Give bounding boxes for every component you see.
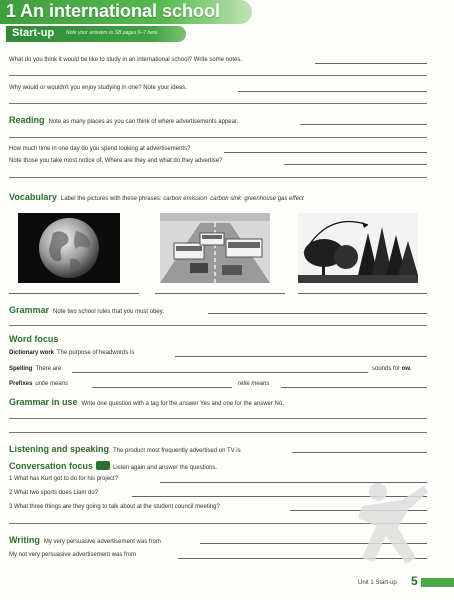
label-line[interactable] [9, 293, 139, 294]
reading-heading [9, 115, 238, 125]
unit-number: 1 [6, 1, 17, 21]
listening-instruction: The product most frequently advertised on TV is [113, 448, 241, 454]
vocabulary-instruction [61, 196, 304, 202]
conversation-question-1: 1 What has Kurt got to do for his project? [9, 476, 119, 482]
phrase-carbon-sink: carbon sink [210, 196, 241, 202]
answer-line[interactable] [9, 177, 427, 178]
dictionary-work-text: The purpose of headwords is [57, 350, 135, 356]
conversation-question-3: 3 What three things are they going to talk about at the student council meeting? [9, 504, 220, 510]
startup-question-1: What do you think it would be like to study in an international school? Write some notes. [9, 57, 243, 63]
vocabulary-heading [9, 192, 304, 202]
reading-question-2: Note those you take most notice of. Where are they and what do they advertise? [9, 158, 223, 164]
answer-line[interactable] [224, 152, 427, 153]
grammar-instruction: Note two school rules that you must obey. [53, 309, 164, 315]
answer-line[interactable] [9, 325, 427, 326]
answer-line[interactable] [208, 313, 427, 314]
answer-line[interactable] [238, 91, 427, 92]
page-number: 5 [411, 574, 418, 588]
prefixes-text-2 [238, 381, 269, 387]
phrase-greenhouse-gas-effect: greenhouse gas effect [244, 196, 304, 202]
spelling-text: There are [35, 366, 62, 372]
traffic-picture [160, 213, 270, 283]
label-line[interactable] [298, 293, 427, 294]
reading-instruction: Note as many places as you can think of where advertisements appear. [48, 119, 239, 125]
conversation-heading [9, 461, 217, 471]
prefixes-text-2-content: retie means [238, 381, 270, 387]
conversation-instruction: Listen again and answer the questions. [113, 465, 218, 471]
writing-question-1: My very persuasive advertisement was from [43, 539, 161, 545]
answer-line[interactable] [72, 372, 368, 373]
grammar-heading [9, 305, 164, 315]
prefixes-row [9, 381, 68, 387]
spelling-end-bold: ow. [401, 366, 412, 372]
writing-heading [9, 535, 161, 545]
answer-line[interactable] [300, 124, 427, 125]
listening-heading-text: Listening and speaking [9, 444, 110, 454]
prefixes-text: untie means [35, 381, 69, 387]
globe-picture [18, 213, 120, 283]
dictionary-work-row [9, 350, 134, 356]
vocabulary-heading-text: Vocabulary [9, 192, 57, 202]
listening-heading [9, 444, 241, 454]
startup-question-2: Why would or wouldn't you enjoy studying in one? Note your ideas. [9, 85, 187, 91]
answer-line[interactable] [9, 418, 427, 419]
reading-question-1: How much time in one day do you spend looking at advertisements? [9, 146, 191, 152]
footer-color-bar [421, 578, 454, 587]
answer-line[interactable] [315, 63, 427, 64]
startup-label: Start-up [12, 27, 55, 39]
dictionary-work-label: Dictionary work [9, 350, 55, 356]
answer-line[interactable] [292, 452, 427, 453]
grammar-heading-text: Grammar [9, 305, 50, 315]
word-focus-heading: Word focus [9, 334, 59, 344]
answer-line[interactable] [9, 75, 427, 76]
footer-unit-label: Unit 1 Start-up [358, 580, 397, 586]
answer-line[interactable] [284, 164, 427, 165]
grammar-in-use-heading [9, 397, 284, 407]
prefixes-label: Prefixes [9, 381, 33, 387]
grammar-in-use-heading-text: Grammar in use [9, 397, 78, 407]
spelling-row [9, 366, 61, 372]
startup-note: Note your answers to SB pages 6–7 here. [66, 30, 159, 36]
writing-heading-text: Writing [9, 535, 40, 545]
answer-line[interactable] [281, 387, 427, 388]
spelling-label: Spelling [9, 366, 33, 372]
answer-line[interactable] [9, 103, 427, 104]
unit-title-text: An international school [20, 1, 221, 21]
unit-title [6, 1, 220, 22]
vocabulary-instruction-text: Label the pictures with these phrases: [60, 196, 162, 202]
grammar-in-use-instruction: Write one question with a tag for the answer Yes and one for the answer No. [81, 401, 284, 407]
answer-line[interactable] [9, 137, 427, 138]
writing-question-2: My not very persuasive advertisement was from [9, 552, 137, 558]
answer-line[interactable] [175, 356, 427, 357]
traffic-icon [160, 213, 270, 283]
spelling-end-text: sounds for [372, 366, 401, 372]
person-logo-icon [352, 478, 432, 568]
globe-icon [18, 213, 120, 283]
spelling-end [372, 366, 414, 372]
answer-line[interactable] [92, 387, 232, 388]
conversation-question-2: 2 What two sports does Liam do? [9, 490, 99, 496]
reading-heading-text: Reading [9, 115, 45, 125]
unit-title-bar [0, 0, 252, 24]
forest-icon [298, 213, 418, 283]
answer-line[interactable] [9, 432, 427, 433]
startup-tab [6, 26, 186, 42]
forest-picture [298, 213, 418, 283]
audio-cd-icon[interactable] [96, 461, 110, 470]
label-line[interactable] [155, 293, 285, 294]
conversation-heading-text: Conversation focus [9, 461, 94, 471]
phrase-carbon-emission: carbon emission [163, 196, 207, 202]
